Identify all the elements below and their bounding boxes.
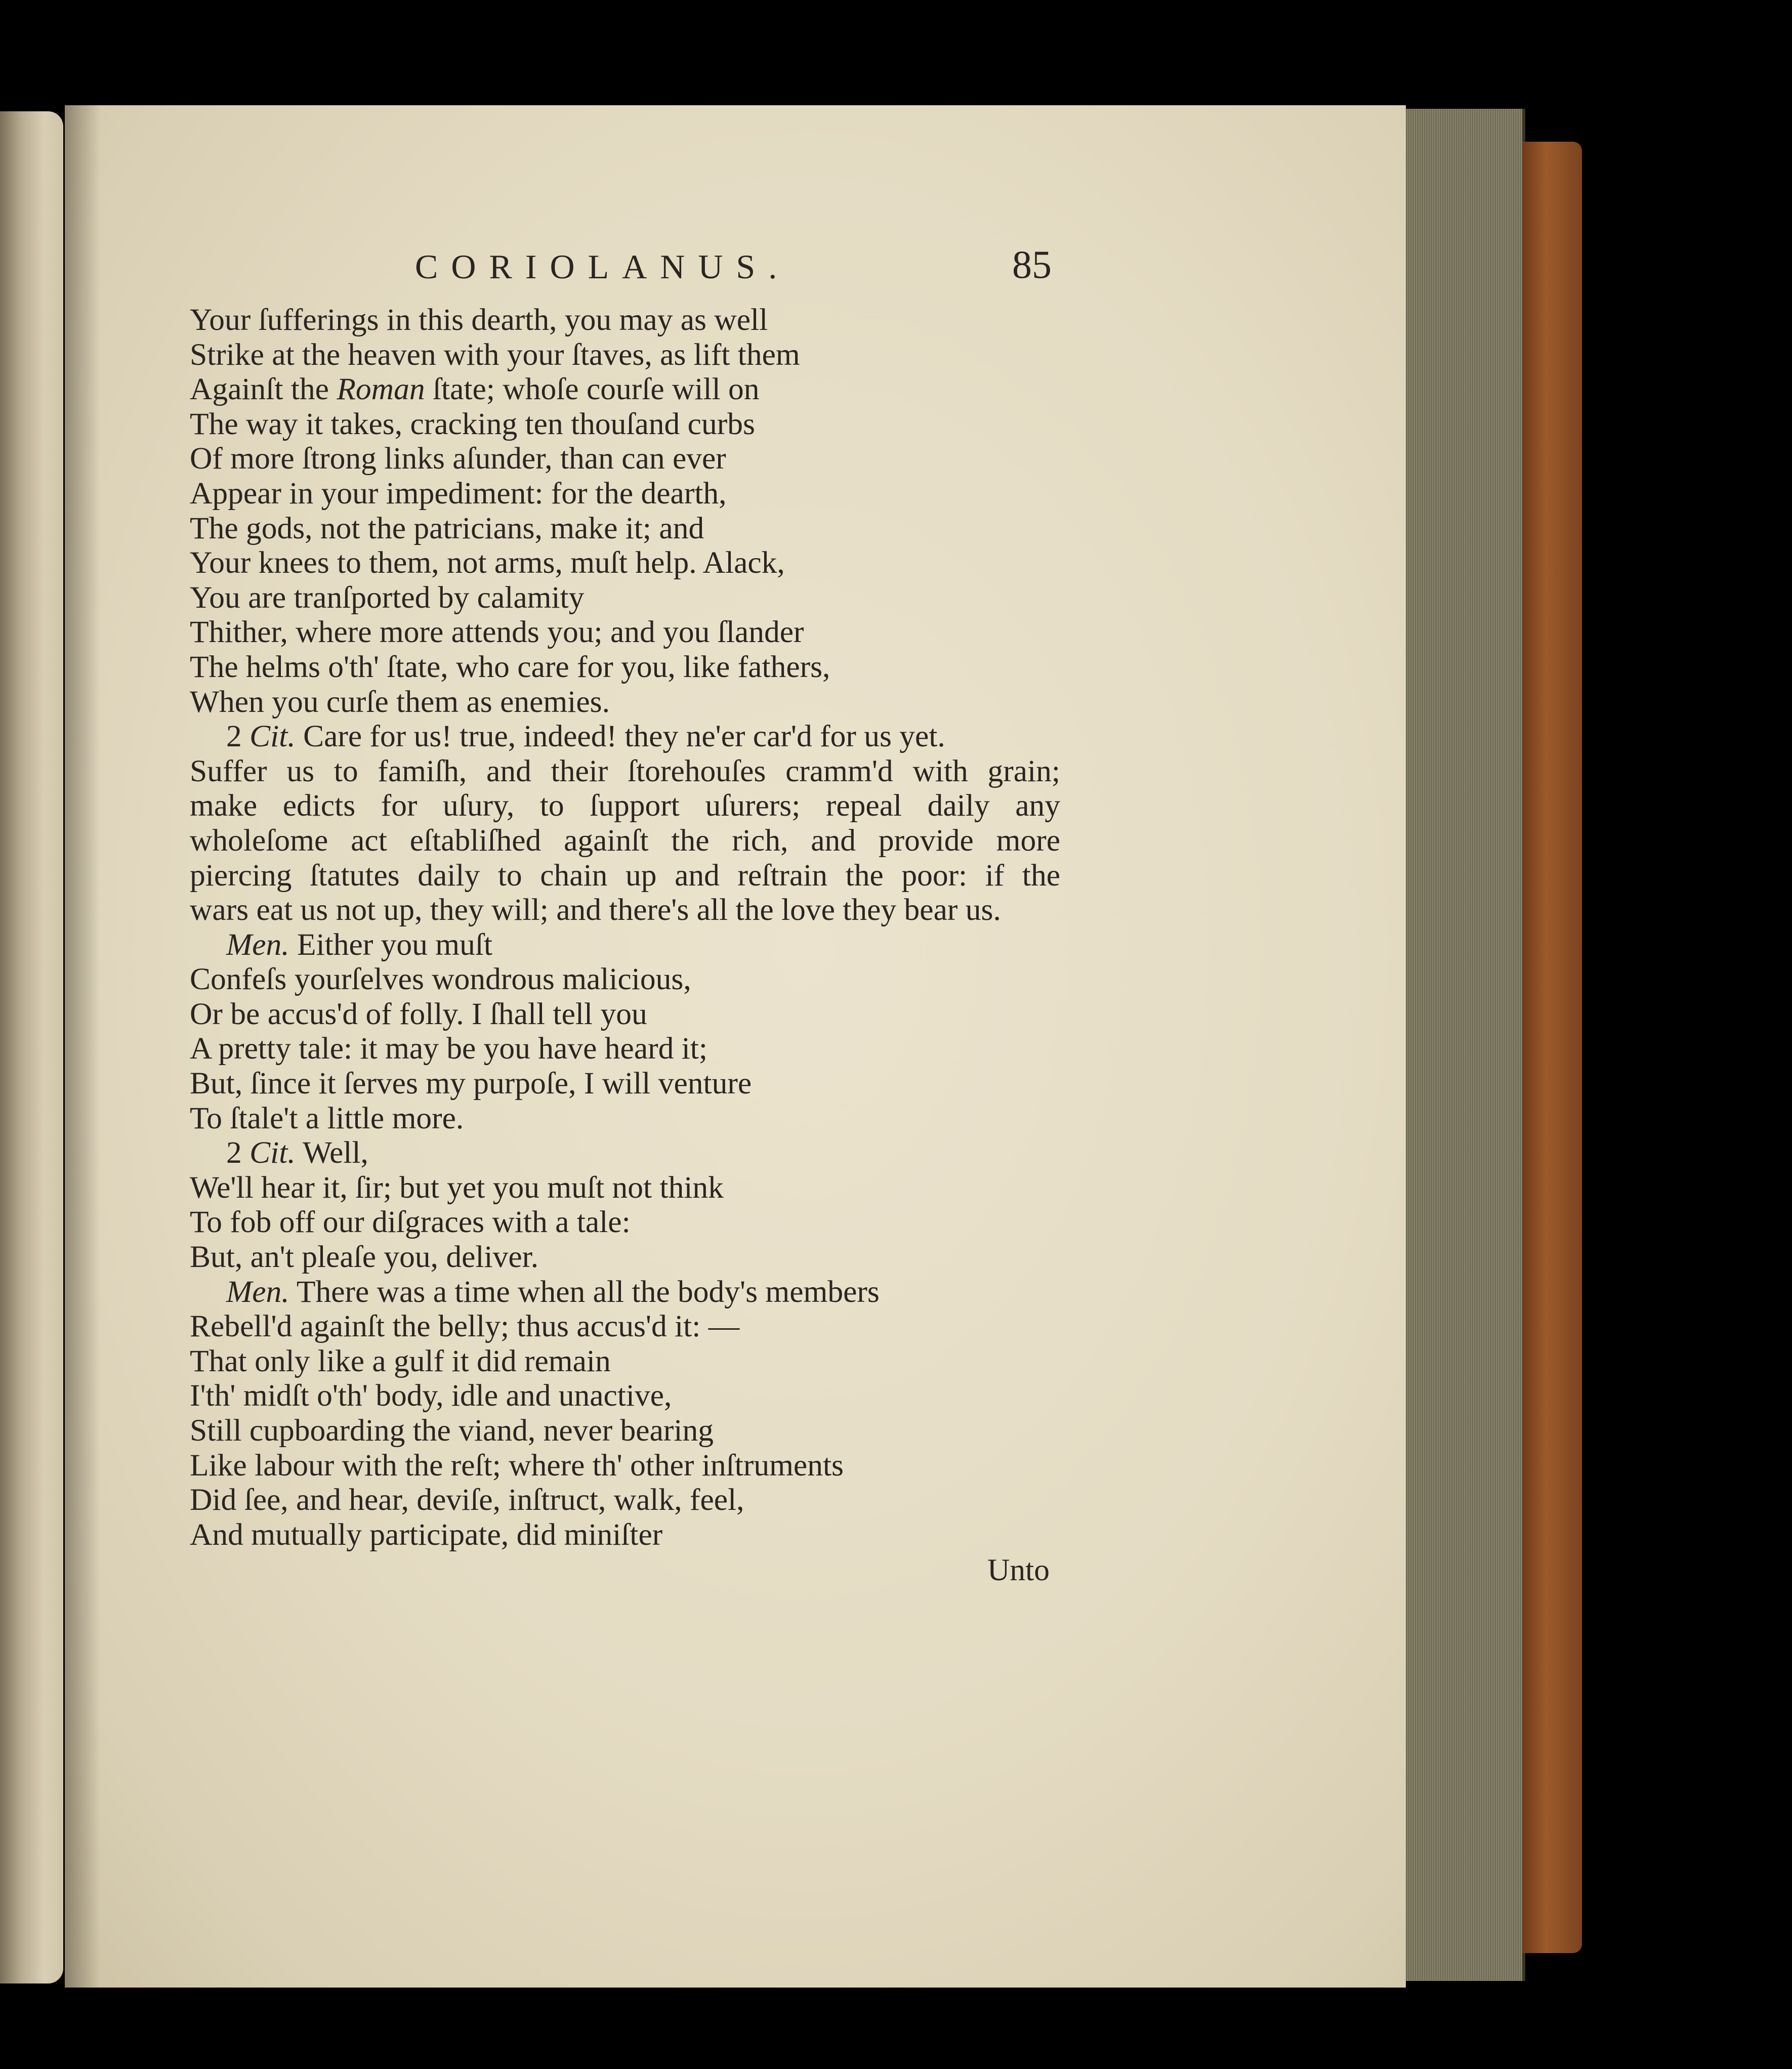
verse-line: A pretty tale: it may be you have heard it; [190,1031,707,1066]
speech-line: 2 Cit. Care for us! true, indeed! they ne'er car'd for us yet. [226,719,945,754]
verse-line: Did ſee, and hear, deviſe, inſtruct, walk, feel, [190,1483,744,1517]
verse-line: Againſt the Roman ſtate; whoſe courſe will on [190,372,760,407]
verse-line: I'th' midſt o'th' body, idle and unactive, [190,1378,672,1413]
verse-line: The helms o'th' ſtate, who care for you, like fathers, [190,649,830,684]
verse-line: Still cupboarding the viand, never bearing [190,1413,714,1448]
verse-line: To fob off our diſgraces with a tale: [190,1205,631,1240]
prose-line: Suffer us to famiſh, and their ſtorehouſes cramm'd with grain; [190,753,1060,788]
prose-line: wars eat us not up, they will; and there's all the love they bear us. [190,893,1001,927]
running-head: CORIOLANUS. [415,247,790,286]
speech-line: Men. There was a time when all the body's members [226,1274,880,1309]
verse-line: Confeſs yourſelves wondrous malicious, [190,962,691,997]
speaker-name: Men. [226,927,289,962]
verse-line: Thither, where more attends you; and you ſlander [190,615,804,650]
verse-line: The way it takes, cracking ten thouſand curbs [190,406,755,441]
prose-line: wholeſome act eſtabliſhed againſt the rich, and provide more [190,823,1060,858]
speaker-name: Cit. [249,719,296,754]
verse-line: You are tranſported by calamity [190,580,585,615]
speech-line: Men. Either you muſt [226,927,493,962]
speaker-name: Cit. [249,1135,296,1170]
catchword: Unto [987,1553,1050,1587]
speech-line: 2 Cit. Well, [226,1135,368,1170]
verse-line: Or be accus'd of folly. I ſhall tell you [190,996,647,1031]
verse-line: And mutually participate, did miniſter [190,1517,663,1552]
verse-line: But, an't pleaſe you, deliver. [190,1240,539,1275]
verse-line: When you curſe them as enemies. [190,684,610,719]
page-block-edges [1406,109,1525,1981]
verse-line: Your knees to them, not arms, muſt help. Alack, [190,545,785,580]
text-block [190,303,1060,1552]
facing-page-edge [0,111,63,1983]
speaker-name: Men. [226,1274,289,1309]
gutter-shadow [65,105,100,1988]
verse-line: Of more ſtrong links aſunder, than can ever [190,441,726,476]
verse-line: But, ſince it ſerves my purpoſe, I will venture [190,1066,752,1101]
verse-line: That only like a gulf it did remain [190,1343,611,1378]
verse-line: Like labour with the reſt; where th' other inſtruments [190,1448,844,1483]
prose-line: piercing ſtatutes daily to chain up and reſtrain the poor: if the [190,858,1060,893]
verse-line: The gods, not the patricians, make it; and [190,511,704,545]
verse-line: Your ſufferings in this dearth, you may as well [190,303,768,337]
verse-line: Strike at the heaven with your ſtaves, as lift them [190,337,800,372]
page-number: 85 [1012,242,1052,286]
verse-line: Rebell'd againſt the belly; thus accus'd it: — [190,1309,740,1344]
verse-line: We'll hear it, ſir; but yet you muſt not think [190,1170,724,1205]
prose-line: make edicts for uſury, to ſupport uſurers; repeal daily any [190,788,1060,823]
verse-line: Appear in your impediment: for the dearth, [190,476,727,511]
verse-line: To ſtale't a little more. [190,1101,464,1135]
leather-cover-edge [1522,142,1582,1953]
